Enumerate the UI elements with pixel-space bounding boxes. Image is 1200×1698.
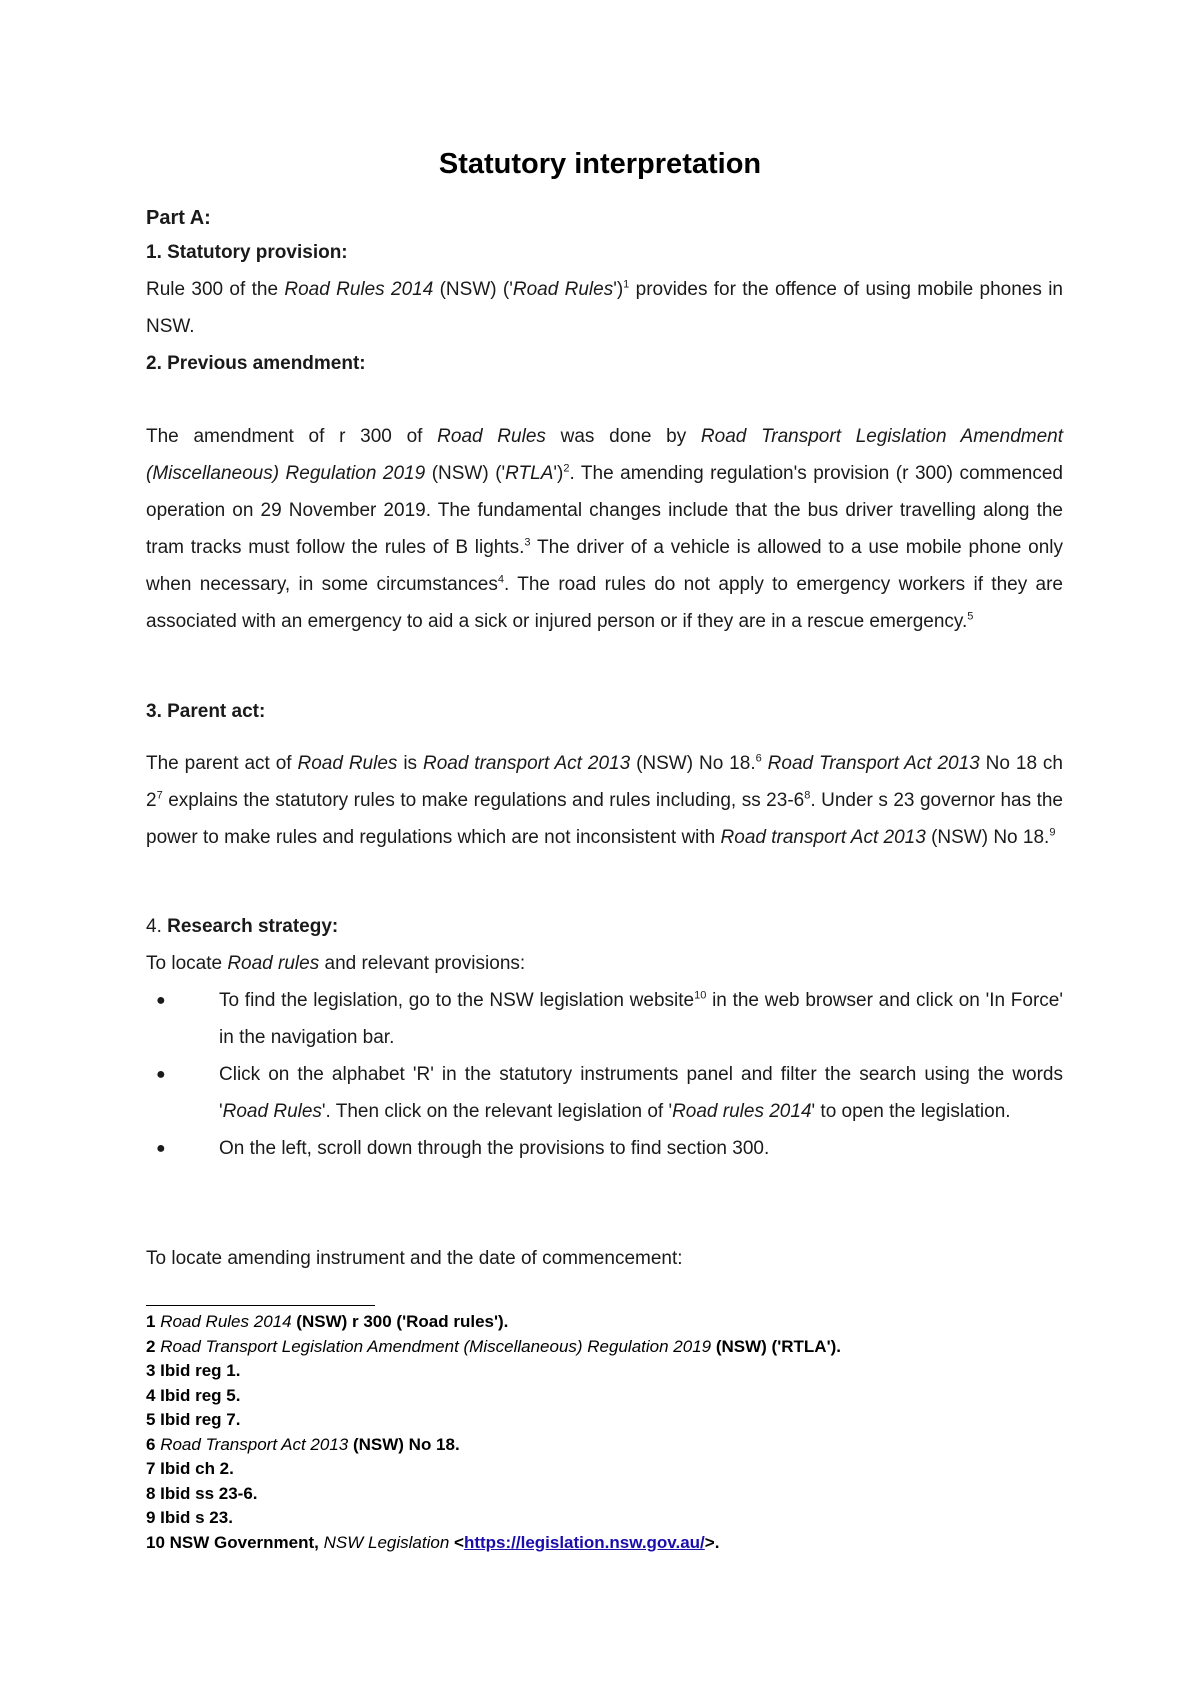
- footnote-ref: 8: [804, 789, 811, 802]
- bullet-icon: ●: [156, 1140, 166, 1157]
- section-3-block: [146, 745, 1063, 856]
- legislation-link[interactable]: https://legislation.nsw.gov.au/: [463, 1532, 705, 1552]
- document-title: Statutory interpretation: [438, 148, 762, 180]
- list-item: ● To find the legislation, go to the NSW legislation website$^{10}$ in the web browser and click on 'In Force' in the navigation bar.: [146, 982, 1063, 1056]
- section-3-text: The parent act of Road Rules is Road transport Act 2013 (NSW) No 18.$^6$ Road Transport Act 2013 No 18 ch $2^7$ explains the statutory rules to make regulations and rules including, ss $23-6^8$. Under s 23 governor has the power to make rules and regulations which are not inconsistent with Road transport Act 2013 (NSW) No 18.$^9$: [146, 752, 1063, 848]
- list-item: ● Click on the alphabet 'R' in the statutory instruments panel and filter the search using the words 'Road Rules'. Then click on the relevant legislation of 'Road rules 2014' to open the legislation.: [146, 1056, 1063, 1130]
- footnote-10: 10 NSW Government, NSW Legislation <https://legislation.nsw.gov.au/>.: [146, 1532, 720, 1552]
- part-heading: Part A:: [146, 207, 211, 229]
- footnote-ref: 9: [1049, 826, 1056, 839]
- section-4-outro: To locate amending instrument and the date of commencement:: [146, 1248, 683, 1269]
- section-4-intro: To locate Road rules and relevant provisions:: [146, 953, 526, 974]
- footnote-9: 9 Ibid s 23.: [146, 1508, 233, 1527]
- section-1-text: Rule 300 of the Road Rules 2014 (NSW) ('Road Rules')$^1$ provides for the offence of using mobile phones in NSW.: [146, 278, 1063, 337]
- section-1-heading: 1. Statutory provision:: [146, 242, 348, 263]
- footnote-ref: 7: [156, 789, 163, 802]
- footnote-5: 5 Ibid reg 7.: [146, 1410, 241, 1429]
- bullet-icon: ●: [156, 992, 166, 1009]
- section-1-block: [146, 234, 1063, 382]
- footnote-ref: 6: [755, 752, 762, 765]
- list-item: ● On the left, scroll down through the provisions to find section 300.: [146, 1130, 1063, 1167]
- footnote-2: 2 Road Transport Legislation Amendment (Miscellaneous) Regulation 2019 (NSW) ('RTLA').: [146, 1336, 841, 1356]
- footnote-ref: 5: [967, 610, 974, 623]
- footnote-ref: 2: [563, 462, 570, 475]
- footnote-1: 1 Road Rules 2014 (NSW) r 300 ('Road rules').: [146, 1312, 509, 1331]
- section-4-block: [146, 908, 1063, 1167]
- footnotes: [146, 1310, 1146, 1555]
- footnote-7: 7 Ibid ch 2.: [146, 1459, 234, 1478]
- section-3-heading: 3. Parent act:: [146, 701, 266, 722]
- footnote-ref: 10: [694, 989, 707, 1002]
- footnote-ref: 4: [497, 573, 504, 586]
- footnote-ref: 3: [524, 536, 531, 549]
- section-2-text: The amendment of r 300 of Road Rules was done by Road Transport Legislation Amendment (Miscellaneous) Regulation 2019 (NSW) ('RTLA')$^2$. The amending regulation's provision (r 300) commenced operation on 29 November 2019. The fundamental changes include that the bus driver travelling along the tram tracks must follow the rules of B lights.$^3$ The driver of a vehicle is allowed to a use mobile phone only when necessary, in some circumstances$^4$. The road rules do not apply to emergency workers if they are associated with an emergency to aid a sick or injured person or if they are in a rescue emergency.$^5$: [146, 426, 1064, 632]
- footnote-4: 4 Ibid reg 5.: [146, 1385, 241, 1405]
- footnote-separator: [146, 1305, 375, 1306]
- bullet-icon: ●: [156, 1066, 166, 1083]
- footnote-6: 6 Road Transport Act 2013 (NSW) No 18.: [146, 1434, 460, 1454]
- research-steps-list: [146, 982, 1063, 1167]
- footnote-3: 3 Ibid reg 1.: [146, 1361, 241, 1380]
- section-2-block: [146, 418, 1063, 640]
- section-1: [146, 200, 1063, 237]
- section-3-heading-block: [146, 693, 1063, 730]
- section-2-heading: 2. Previous amendment:: [146, 353, 366, 374]
- footnote-ref: 1: [623, 278, 630, 291]
- section-4-heading: 4. Research strategy:: [146, 916, 339, 937]
- section-4-outro-block: [146, 1240, 1063, 1277]
- footnote-8: 8 Ibid ss 23-6.: [146, 1483, 258, 1503]
